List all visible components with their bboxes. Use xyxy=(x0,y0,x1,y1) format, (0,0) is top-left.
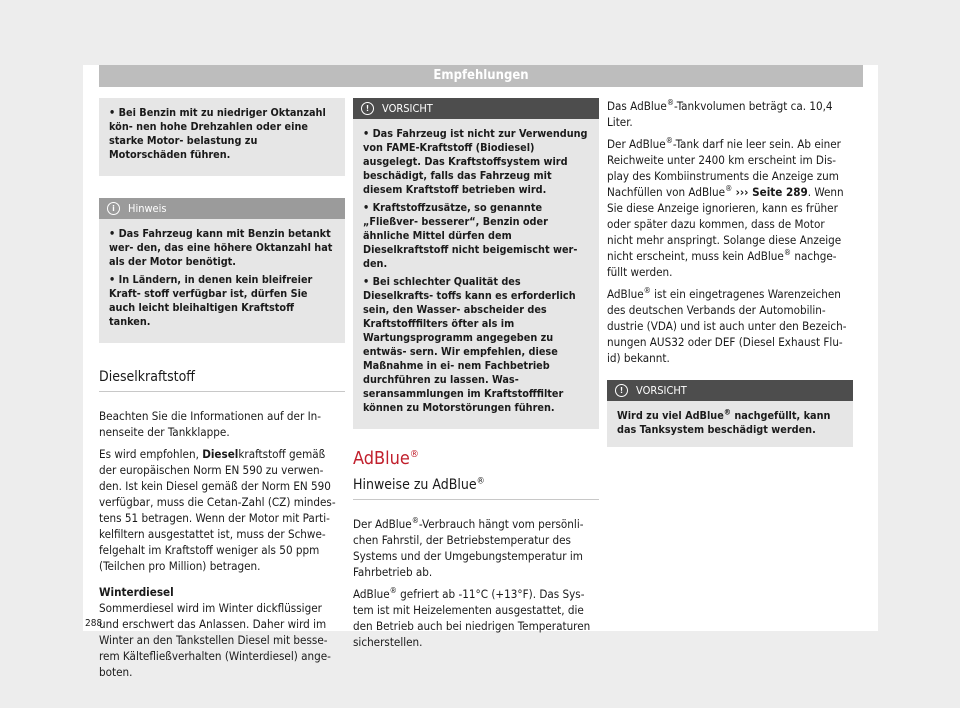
vorsicht-label: VORSICHT xyxy=(636,384,687,397)
hinweis-box xyxy=(99,198,345,343)
section-title-dieselkraftstoff: Dieselkraftstoff xyxy=(99,369,345,392)
winterdiesel-heading: Winterdiesel xyxy=(99,585,174,599)
vorsicht-item: • Kraftstoffzusätze, so genannte „Fließver- besserer“, Benzin oder ähnliche Mittel dürfen dem Dieselkraftstoff nicht beigemischt wer- den. xyxy=(363,201,589,271)
vorsicht-box-adblue xyxy=(607,380,853,447)
caution-icon: ! xyxy=(361,102,374,115)
paragraph: Der AdBlue®-Verbrauch hängt vom persönli- chen Fahrstil, der Betriebstemperatur des Systems und der Umgebungstemperatur im Fahrbetrieb ab. xyxy=(353,516,584,579)
vorsicht-item: • Das Fahrzeug ist nicht zur Verwendung von FAME-Kraftstoff (Biodiesel) ausgelegt. Das Kraftstoffsystem wird beschädigt, falls das Fahrzeug mit diesem Kraftstoff betrieben wird. xyxy=(363,127,589,197)
column-right xyxy=(607,98,853,469)
page-number: 288 xyxy=(85,618,103,629)
warning-item: • Bei Benzin mit zu niedriger Oktanzahl kön- nen hohe Drehzahlen oder eine starke Motor- belastung zu Motorschäden führen. xyxy=(109,106,335,162)
vorsicht-header xyxy=(353,98,599,119)
vorsicht-box xyxy=(353,98,599,429)
caution-icon: ! xyxy=(615,384,628,397)
paragraph: Es wird empfohlen, Dieselkraftstoff gemäß der europäischen Norm EN 590 zu verwen- den. Ist kein Diesel gemäß der Norm EN 590 verfügbar, muss die Cetan-Zahl (CZ) mindes- tens 51 betragen. Wenn der Motor mit Parti- kelfiltern ausgestattet ist, muss der Schwe- felgehalt im Kraftstoff weniger als 50 ppm (Teilchen pro Million) betragen. xyxy=(99,447,336,573)
paragraph: Das AdBlue®-Tankvolumen beträgt ca. 10,4 Liter. xyxy=(607,98,833,129)
paragraph: AdBlue® gefriert ab -11°C (+13°F). Das Sys- tem ist mit Heizelementen ausgestattet, die den Betrieb auch bei niedrigen Temperaturen sicherstellen. xyxy=(353,586,591,649)
paragraph: Der AdBlue®-Tank darf nie leer sein. Ab einer Reichweite unter 2400 km erscheint im Dis- play des Kombiinstruments die Anzeige zum Nachfüllen von AdBlue® ››› Seite 289. Wenn Sie diese Anzeige ignorieren, kann es früher oder später dazu kommen, dass de Motor nicht mehr anspringt. Solange diese Anzeige nicht erscheint, muss kein AdBlue® nachge- füllt werden. xyxy=(607,136,844,279)
hinweis-item: • Das Fahrzeug kann mit Benzin betankt wer- den, das eine höhere Oktanzahl hat als der Motor benötigt. xyxy=(109,227,335,269)
manual-page xyxy=(83,65,878,679)
vorsicht-label: VORSICHT xyxy=(382,102,433,115)
vorsicht-text: Wird zu viel AdBlue® nachgefüllt, kann das Tanksystem beschädigt werden. xyxy=(617,407,831,436)
hinweis-header xyxy=(99,198,345,219)
paragraph: AdBlue® ist ein eingetragenes Warenzeichen des deutschen Verbands der Automobilin- dustrie (VDA) und ist auch unter den Bezeich- nungen AUS32 oder DEF (Diesel Exhaust Flu- id) bekannt. xyxy=(607,286,847,365)
page-reference-link[interactable]: ››› Seite 289 xyxy=(735,185,808,199)
paragraph: Beachten Sie die Informationen auf der In- nenseite der Tankklappe. xyxy=(99,409,322,439)
hinweis-label: Hinweis xyxy=(128,202,167,215)
page-header: Empfehlungen xyxy=(99,65,863,87)
adblue-subtitle: Hinweise zu AdBlue® xyxy=(353,477,599,500)
column-left xyxy=(99,98,345,686)
hinweis-item: • In Ländern, in denen kein bleifreier Kraft- stoff verfügbar ist, dürfen Sie auch leicht bleihaltigen Kraftstoff tanken. xyxy=(109,273,335,329)
warning-continuation-box xyxy=(99,98,345,176)
paragraph: Winterdiesel Sommerdiesel wird im Winter dickflüssiger und erschwert das Anlassen. Daher wird im Winter an den Tankstellen Diesel mit besse- rem Kältefließverhalten (Winterdiesel) ange- boten. xyxy=(99,585,331,679)
column-middle xyxy=(353,98,599,656)
vorsicht-header xyxy=(607,380,853,401)
adblue-title: AdBlue® xyxy=(353,448,419,469)
info-icon: i xyxy=(107,202,120,215)
vorsicht-item: • Bei schlechter Qualität des Dieselkrafts- toffs kann es erforderlich sein, den Wasser- abscheider des Kraftstofffilters öfter als im Wartungsprogramm angegeben zu entwäs- sern. Wir empfehlen, diese Maßnahme in ei- nem Fachbetrieb durchführen zu lassen. Was- seransammlungen im Kraftstofffilter können zu Motorstörungen führen. xyxy=(363,275,589,415)
